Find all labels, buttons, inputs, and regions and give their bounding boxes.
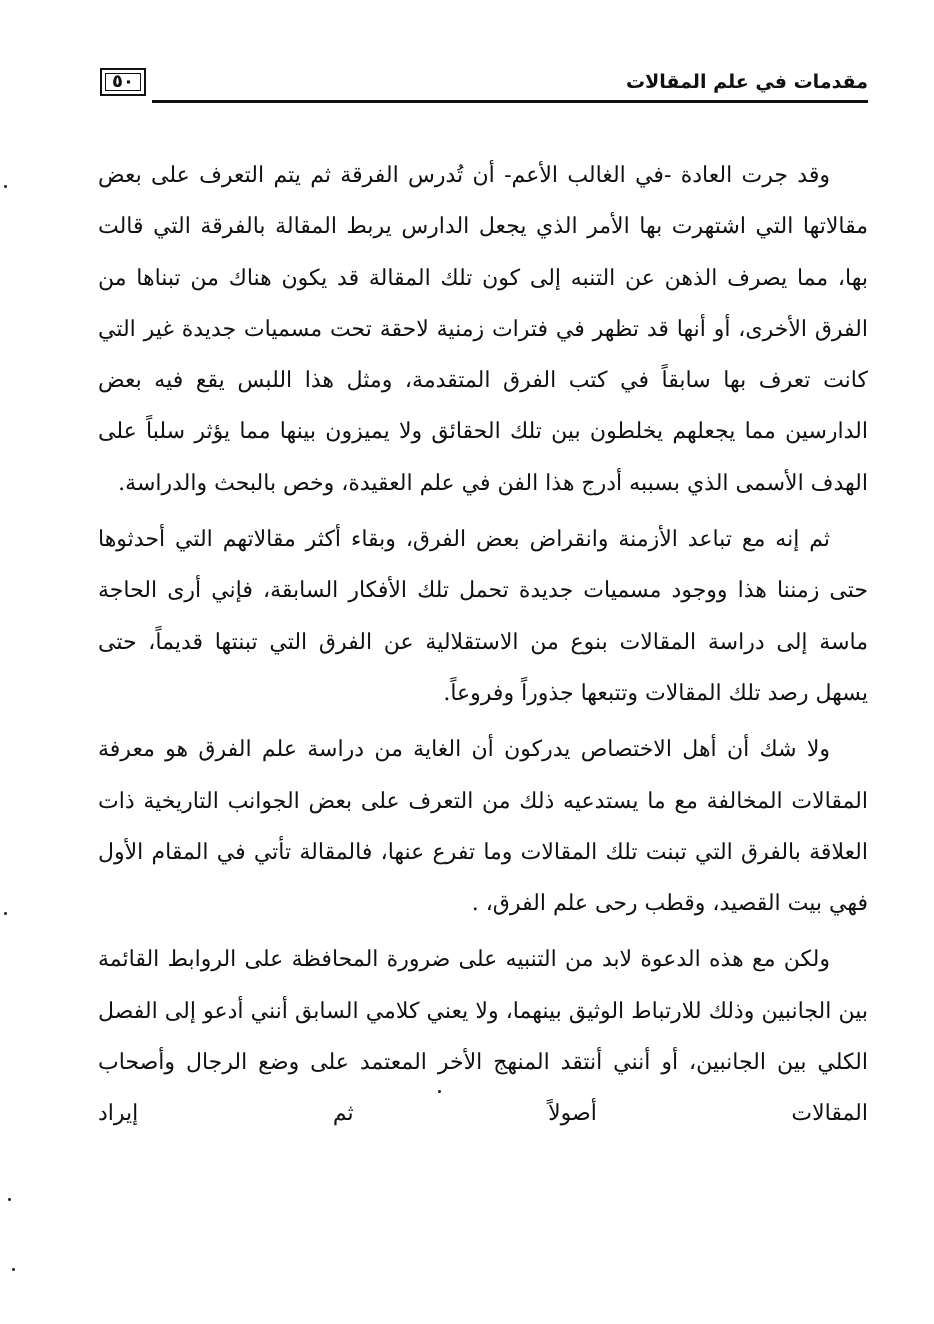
book-title: مقدمات في علم المقالات	[626, 71, 868, 93]
paragraph-1: وقد جرت العادة -في الغالب الأعم- أن تُدرس الفرقة ثم يتم التعرف على بعض مقالاتها التي اشتهرت بها الأمر الذي يجعل الدارس يربط المقالة بالفرقة التي قالت بها، مما يصرف الذهن عن التنبه إلى كون تلك المقالة قد يكون هناك من تبناها من الفرق الأخرى، أو أنها قد تظهر في فترات زمنية لاحقة تحت مسميات جديدة غير التي كانت تعرف بها سابقاً في كتب الفرق المتقدمة، ومثل هذا اللبس يقع فيه بعض الدارسين مما يجعلهم يخلطون بين تلك الحقائق ولا يميزون بينها مما يؤثر سلباً على الهدف الأسمى الذي بسببه أدرج هذا الفن في علم العقيدة، وخص بالبحث والدراسة.	[98, 163, 868, 496]
body-text	[98, 150, 868, 1140]
scan-speck	[4, 912, 7, 915]
scan-speck	[12, 1268, 15, 1271]
paragraph-2: ثم إنه مع تباعد الأزمنة وانقراض بعض الفرق، وبقاء أكثر مقالاتهم التي أحدثوها حتى زمننا هذا ووجود مسميات جديدة تحمل تلك الأفكار السابقة، فإني أرى الحاجة ماسة إلى دراسة المقالات بنوع من الاستقلالية عن الفرق التي تبنتها قديماً، حتى يسهل رصد تلك المقالات وتتبعها جذوراً وفروعاً.	[98, 527, 868, 706]
scan-speck	[4, 185, 7, 188]
page-number: ٥٠	[112, 71, 134, 92]
scan-speck	[438, 1090, 441, 1093]
paragraph-3: ولا شك أن أهل الاختصاص يدركون أن الغاية من دراسة علم الفرق هو معرفة المقالات المخالفة مع ما يستدعيه ذلك من التعرف على بعض الجوانب التاريخية ذات العلاقة بالفرق التي تبنت تلك المقالات وما تفرع عنها، فالمقالة تأتي في المقام الأول فهي بيت القصيد، وقطب رحى علم الفرق، .	[98, 737, 868, 917]
scan-speck	[8, 1198, 11, 1201]
header-rule	[152, 100, 868, 103]
paragraph-4: ولكن مع هذه الدعوة لابد من التنبيه على ضرورة المحافظة على الروابط القائمة بين الجانبين وذلك للارتباط الوثيق بينهما، ولا يعني كلامي السابق أنني أدعو إلى الفصل الكلي بين الجانبين، أو أنني أنتقد المنهج الأخر المعتمد على وضع الرجال وأصحاب المقالات أصولاً ثم إيراد	[98, 947, 868, 1127]
running-header	[100, 62, 868, 106]
page-number-box	[100, 68, 146, 96]
